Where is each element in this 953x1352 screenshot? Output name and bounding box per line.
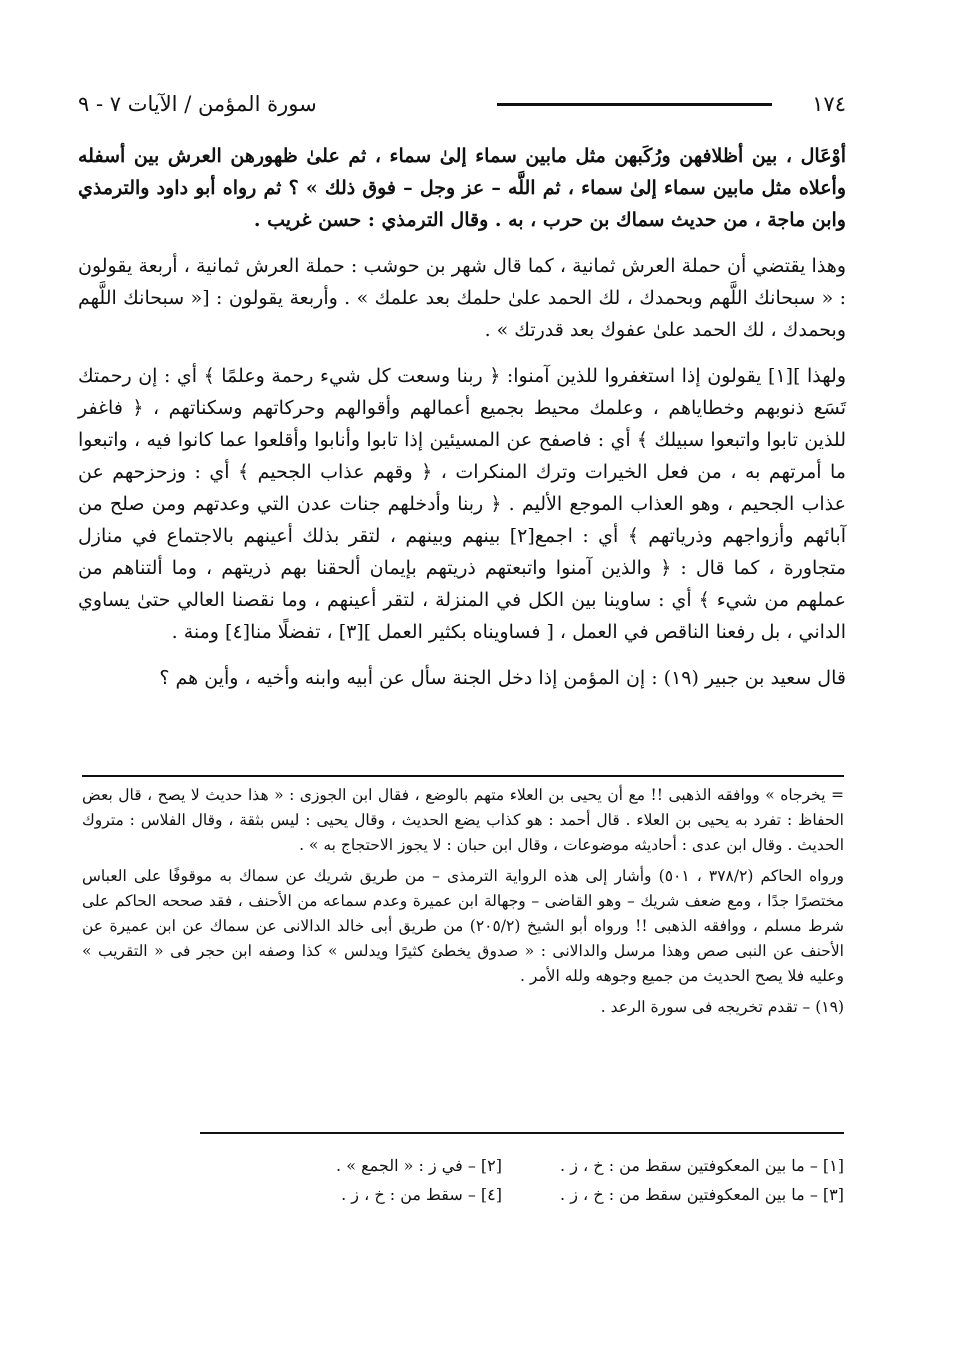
main-paragraph-3: ولهذا ][١] يقولون إذا استغفروا للذين آمنوا: ﴿ ربنا وسعت كل شيء رحمة وعلمًا ﴾ أي : إن رحمتك تَسَع ذنوبهم وخطاياهم ، وعلمك محيط بجميع أعمالهم وأقوالهم وحركاتهم وسكناتهم ، ﴿ فاغفر للذين تابوا واتبعوا سبيلك ﴾ أي : فاصفح عن المسيئين إذا تابوا وأنابوا وأقلعوا عما كانوا فيه ، واتبعوا ما أمرتهم به ، من فعل الخيرات وترك المنكرات ، ﴿ وقهم عذاب الجحيم ﴾ أي : وزحزحهم عن عذاب الجحيم ، وهو العذاب الموجع الأليم . ﴿ ربنا وأدخلهم جنات عدن التي وعدتهم ومن صلح من آبائهم وأزواجهم وذرياتهم ﴾ أي : اجمع[٢] بينهم وبينهم ، لتقر بذلك أعينهم بالاجتماع في منازل متجاورة ، كما قال : ﴿ والذين آمنوا واتبعتهم ذريتهم بإيمان ألحقنا بهم ذريتهم ، وما ألتناهم من عملهم من شيء ﴾ أي : ساوينا بين الكل في المنزلة ، لتقر أعينهم ، وما نقصنا العالي حتىٰ يساوي الداني ، بل رفعنا الناقص في العمل ، [ فساويناه بكثير العمل ][٣] ، تفضلًا منا[٤] ومنة . [78,365,846,643]
header-rule [497,103,772,106]
collation-note-1: [١] – ما بين المعكوفتين سقط من : خ ، ز . [560,1156,844,1175]
footnote-paragraph-3: (١٩) – تقدم تخريجه فى سورة الرعد . [600,998,844,1016]
collation-note-4: [٤] – سقط من : خ ، ز . [341,1185,502,1204]
main-paragraph-1: أوْعَال ، بين أظلافهن ورُكَبهن مثل مابين سماء إلىٰ سماء ، ثم علىٰ ظهورهن العرش بين أسفله وأعلاه مثل مابين سماء إلىٰ سماء ، ثم اللَّه – عز وجل – فوق ذلك » ؟ ثم رواه أبو داود والترمذي وابن ماجة ، من حديث سماك بن حرب ، به . وقال الترمذي : حسن غريب . [78,145,846,231]
running-title: سورة المؤمن / الآيات ٧ - ٩ [78,92,317,116]
footnotes [82,775,844,1026]
page-number: ١٧٤ [812,92,846,116]
footnote-paragraph-2: ورواه الحاكم (٣٧٨/٢ ، ٥٠١) وأشار إلى هذه الرواية الترمذى – من طريق شريك عن سماك به موقوفًا على العباس مختصرًا جدًا ، ومع ضعف شريك – وهو القاضى – وجهالة ابن عميرة وعدم سماعه من الأحنف ، فقد صححه الحاكم على شرط مسلم ، ووافقه الذهبى !! ورواه أبو الشيخ (٢٠٥/٢) من طريق أبى خالد الدالانى عن سماك عن ابن عميرة عن الأحنف عن النبى صص وهذا مرسل والدالانى : « صدوق يخطئ كثيرًا ويدلس » كذا وصفه ابن حجر فى « التقريب » وعليه فلا يصح الحديث من جميع وجوهه ولله الأمر . [82,867,845,985]
page-header [78,86,846,122]
collation-note-2: [٢] – في ز : « الجمع » . [336,1156,502,1175]
collation-notes [200,1132,844,1204]
main-paragraph-4: قال سعيد بن جبير (١٩) : إن المؤمن إذا دخل الجنة سأل عن أبيه وابنه وأخيه ، وأين هم ؟ [159,667,846,689]
collation-note-3: [٣] – ما بين المعكوفتين سقط من : خ ، ز . [560,1185,844,1204]
footnote-paragraph-1: = يخرجاه » ووافقه الذهبى !! مع أن يحيى بن العلاء متهم بالوضع ، فقال ابن الجوزى : « هذا حديث لا يصح ، قال بعض الحفاظ : تفرد به يحيى بن العلاء . قال أحمد : هو كذاب يضع الحديث ، وقال يحيى : ليس بثقة ، وقال الفلاس : متروك الحديث . وقال ابن عدى : أحاديثه موضوعات ، وقال ابن حبان : لا يجوز الاحتجاج به » . [82,786,844,854]
main-paragraph-2: وهذا يقتضي أن حملة العرش ثمانية ، كما قال شهر بن حوشب : حملة العرش ثمانية ، أربعة يقولون : « سبحانك اللَّهم وبحمدك ، لك الحمد علىٰ حلمك بعد علمك » . وأربعة يقولون : [« سبحانك اللَّهم وبحمدك ، لك الحمد علىٰ عفوك بعد قدرتك » . [78,255,846,341]
main-text [78,140,846,708]
